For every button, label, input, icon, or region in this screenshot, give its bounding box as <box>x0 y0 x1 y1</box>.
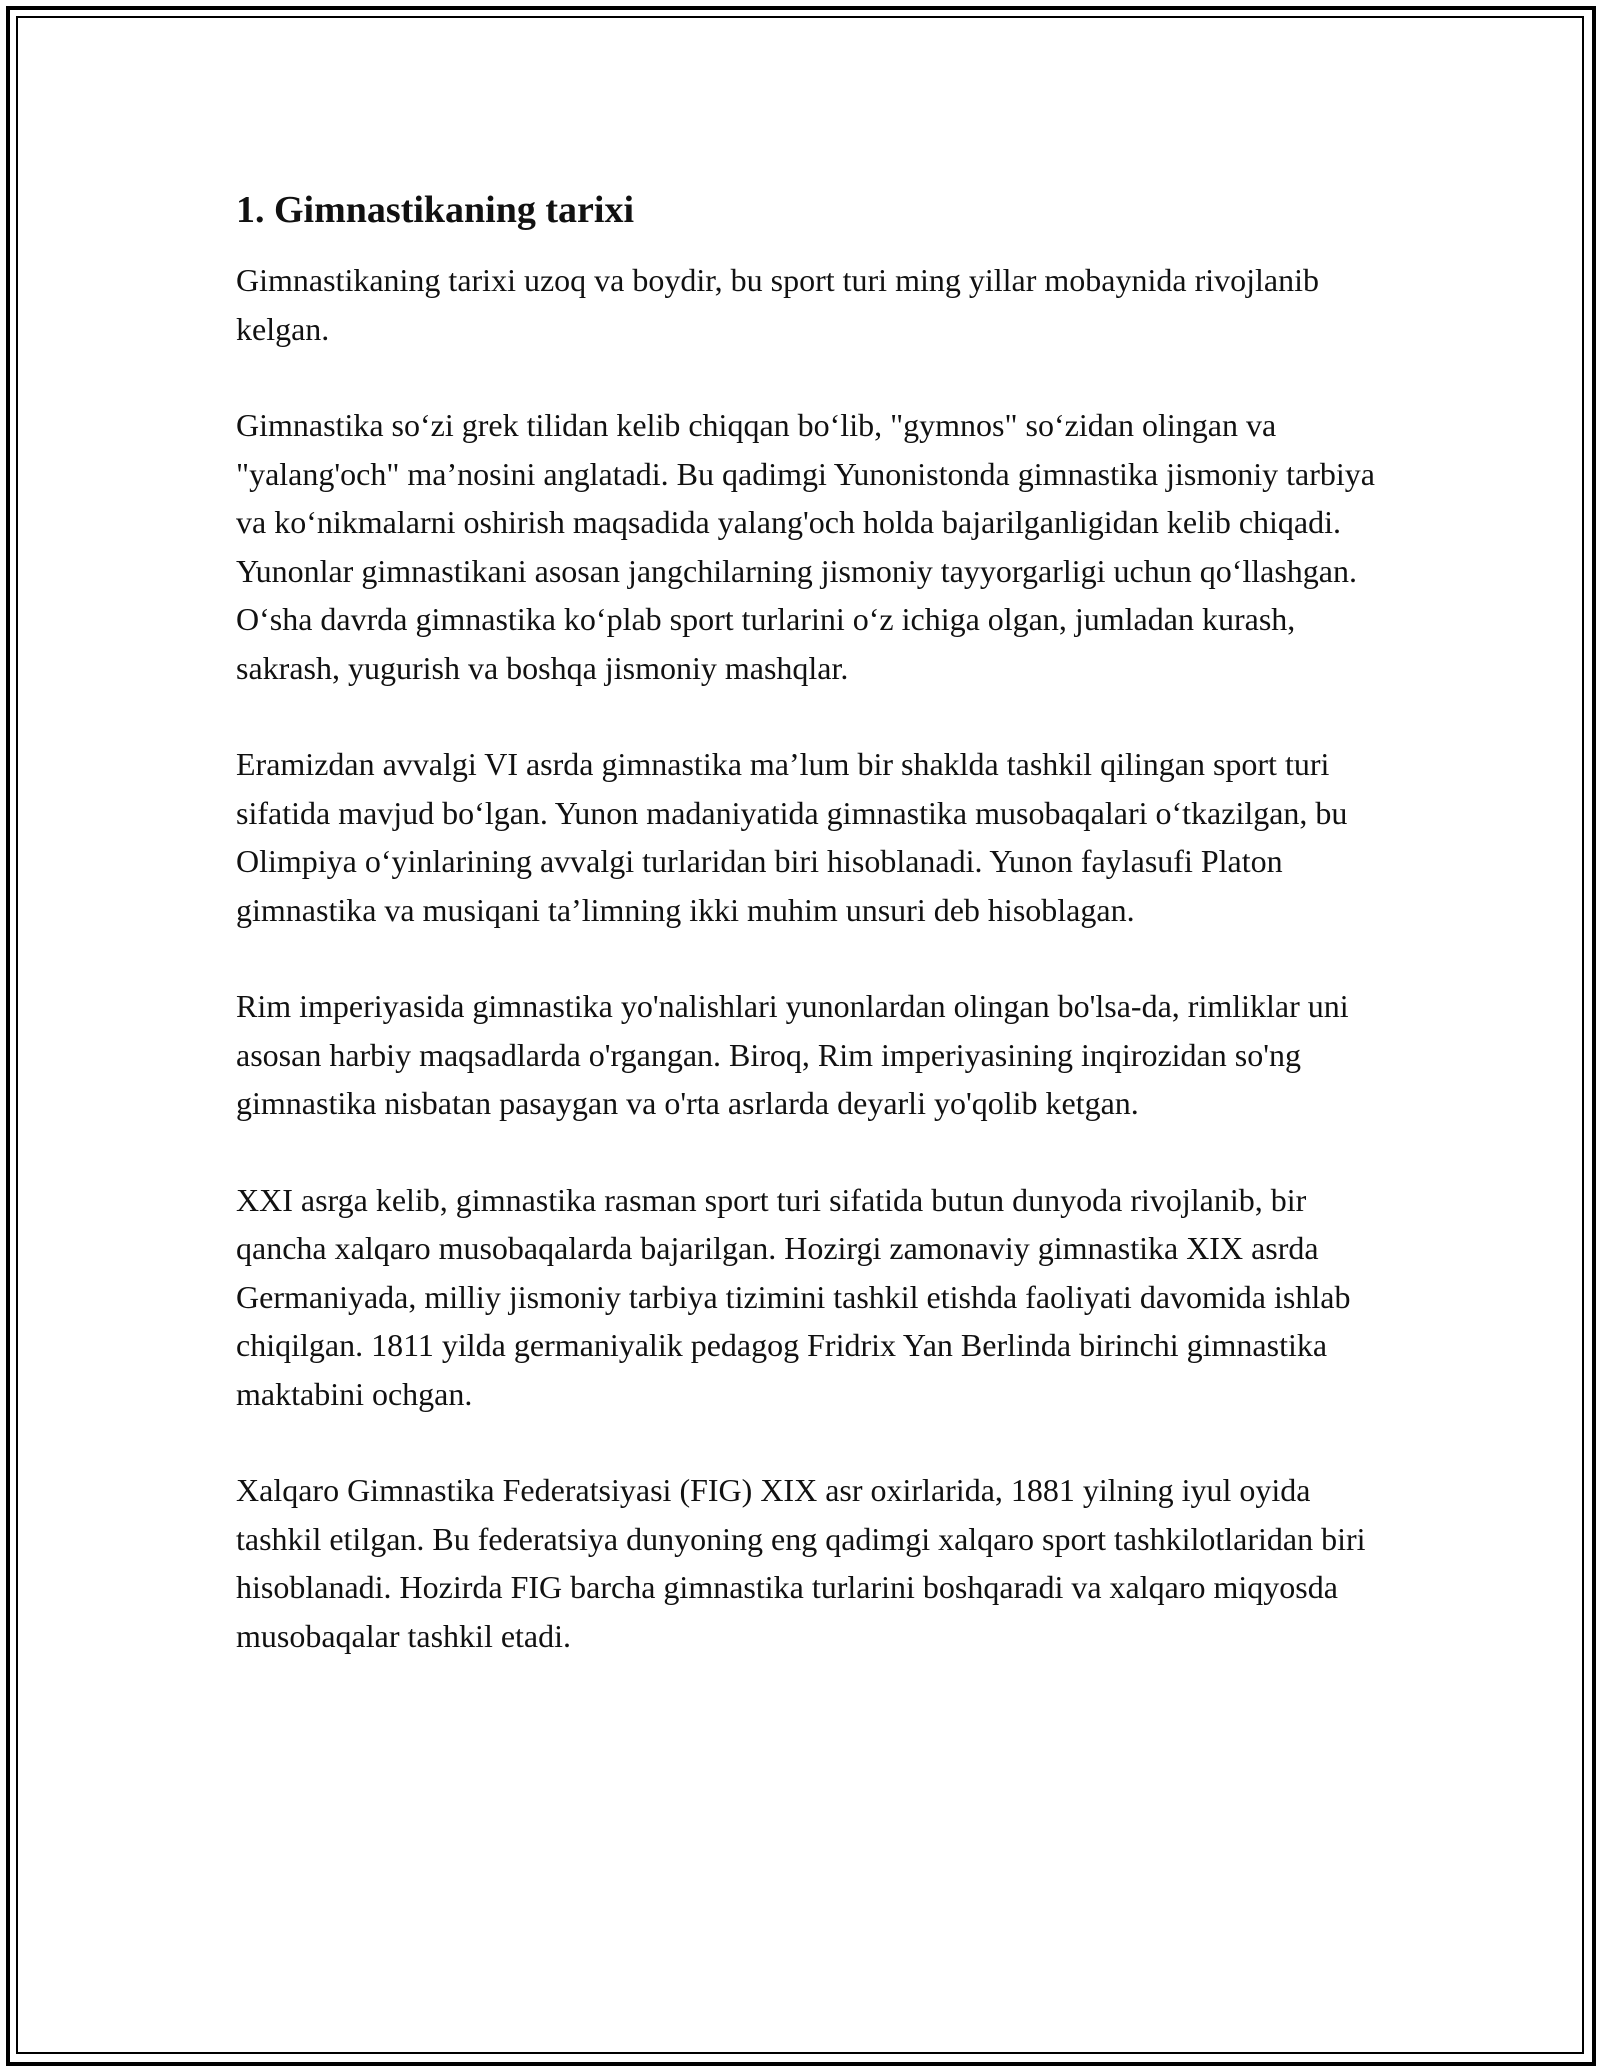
paragraph-etymology: Gimnastika so‘zi grek tilidan kelib chiqqan bo‘lib, "gymnos" so‘zidan olingan va "yalang'och" ma’nosini anglatadi. Bu qadimgi Yunonistonda gimnastika jismoniy tarbiya va ko‘nikmalarni oshirish maqsadida yalang'och holda bajarilganligidan kelib chiqadi. Yunonlar gimnastikani asosan jangchilarning jismoniy tayyorgarligi uchun qo‘llashgan. O‘sha davrda gimnastika ko‘plab sport turlarini o‘z ichiga olgan, jumladan kurash, sakrash, yugurish va boshqa jismoniy mashqlar. <box>236 407 1375 686</box>
section-title: 1. Gimnastikaning tarixi <box>236 189 634 231</box>
document-body <box>236 186 1376 1708</box>
paragraph-modern-gymnastics: XXI asrga kelib, gimnastika rasman sport turi sifatida butun dunyoda rivojlanib, bir qancha xalqaro musobaqalarda bajarilgan. Hozirgi zamonaviy gimnastika XIX asrda Germaniyada, milliy jismoniy tarbiya tizimini tashkil etishda faoliyati davomida ishlab chiqilgan. 1811 yilda germaniyalik pedagog Fridrix Yan Berlinda birinchi gimnastika maktabini ochgan. <box>236 1181 1351 1412</box>
paragraph-intro: Gimnastikaning tarixi uzoq va boydir, bu sport turi ming yillar mobaynida rivojlanib kelgan. <box>236 262 1319 347</box>
paragraph-fig: Xalqaro Gimnastika Federatsiyasi (FIG) XIX asr oxirlarida, 1881 yilning iyul oyida tashkil etilgan. Bu federatsiya dunyoning eng qadimgi xalqaro sport tashkilotlaridan biri hisoblanadi. Hozirda FIG barcha gimnastika turlarini boshqaradi va xalqaro miqyosda musobaqalar tashkil etadi. <box>236 1472 1366 1654</box>
paragraph-roman-empire: Rim imperiyasida gimnastika yo'nalishlari yunonlardan olingan bo'lsa-da, rimliklar uni asosan harbiy maqsadlarda o'rgangan. Biroq, Rim imperiyasining inqirozidan so'ng gimnastika nisbatan pasaygan va o'rta asrlarda deyarli yo'qolib ketgan. <box>236 988 1349 1121</box>
paragraph-ancient-greece: Eramizdan avvalgi VI asrda gimnastika ma’lum bir shaklda tashkil qilingan sport turi sifatida mavjud bo‘lgan. Yunon madaniyatida gimnastika musobaqalari o‘tkazilgan, bu Olimpiya o‘yinlarining avvalgi turlaridan biri hisoblanadi. Yunon faylasufi Platon gimnastika va musiqani ta’limning ikki muhim unsuri deb hisoblagan. <box>236 746 1348 928</box>
